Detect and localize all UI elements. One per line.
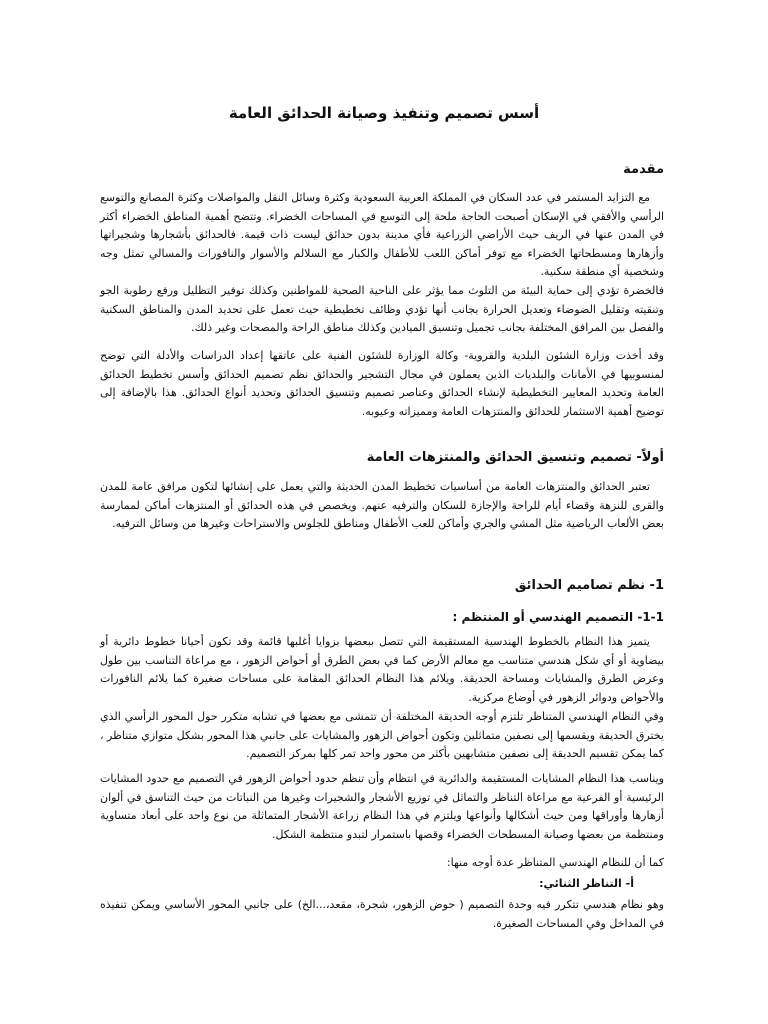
item-a-heading: أ- التناظر الثنائي: [539, 877, 634, 890]
item-a-text: وهو نظام هندسي تتكرر فيه وحدة التصميم ( حوض الزهور، شجرة، مقعد،...الخ) على جانبي المحور الأساسي ويمكن تنفيذه في المداخل وفي المساحات الصغيرة. [100, 898, 664, 930]
section2-paragraph-3: ويناسب هذا النظام المشايات المستقيمة والدائرية في انتظام وأن تنظم حدود أحواض الزهور في التصميم مع حدود المشايات الرئيسية أو الفرعية مع مراعاة التناظر والتماثل في توزيع الأشجار والشجيرات وغيرها من النباتات من حيث التناسق في ألوان أزهارها وأوراقها ومن حيث أشكالها وأنواعها ويلتزم في هذا النظام زراعة الأشجار المتماثلة من نوع واحد على أبعاد متساوية ومنتظمة من بعضها وصيانة المسطحات الخضراء وقصها باستمرار لتبدو منتظمة الشكل. [100, 772, 664, 841]
section1-paragraph-1: تعتبر الحدائق والمنتزهات العامة من أساسيات تخطيط المدن الحديثة والتي يعمل على إنشائها لتكون مرافق عامة للمدن والقرى للنزهة وقضاء أيام للراحة والإجازة للسكان والترفيه عنهم. ويخصص في هذه الحدائق أو المنتزهات أماكن لممارسة بعض الألعاب الرياضية مثل المشي والجري وأماكن للعب الأطفال ومناطق للجلوس والاستراحات وغيرها من وسائل الترفيه. [100, 480, 664, 530]
section2-subheading: 1-1- التصميم الهندسي أو المنتظم : [452, 610, 664, 624]
document-title: أسس تصميم وتنفيذ وصيانة الحدائق العامة [228, 104, 540, 122]
section2-paragraph-1: يتميز هذا النظام بالخطوط الهندسية المستقيمة التي تتصل ببعضها بزوايا أغلبها قائمة وقد تكون أحيانا خطوط دائرية أو بيضاوية أو أي شكل هندسي متناسب مع معالم الأرض كما في بعض الطرق أو أحواض الزهور ، مع مراعاة التناسب بين طول وعرض الطرق والمشايات ومساحة الحديقة. ويلائم هذا النظام الحدائق المقامة على مساحات صغيرة كما يلائم النافورات والأحواض ودوائر الزهور في أوضاع مركزية. [100, 635, 664, 704]
intro-paragraph-1: مع التزايد المستمر في عدد السكان في المملكة العربية السعودية وكثرة وسائل النقل والمواصلات وكثرة المصانع والتوسع الرأسي والأفقي في الإسكان أصبحت الحاجة ملحة إلى التوسع في المساحات الخضراء. وتتضح أهمية المناطق الخضراء أكثر في المدن عنها في الريف حيث الأراضي الزراعية فأي مدينة بدون حدائق ليست ذات قيمة. فالحدائق بأشجارها وشجيراتها وأزهارها ومسطحاتها الخضراء مع توفر أماكن اللعب للأطفال والكبار مع السلالم والأسوار والنافورات والمسالي تمثل وجه وشخصية أي منطقة سكنية. [100, 191, 664, 278]
intro-heading: مقدمة [623, 162, 664, 177]
intro-paragraph-2: فالخضرة تؤدي إلى حماية البيئة من التلوث مما يؤثر على الناحية الصحية للمواطنين وكذلك توفير التظليل ورفع رطوبة الجو وتنقيته وتقليل الضوضاء وتعديل الحرارة بجانب أنها تؤدي وظائف تخطيطية حيث تعمل على تحديد المدن والمناطق السكنية والفصل بين المرافق المختلفة بجانب تجميل وتنسيق الميادين وكذلك مناطق الراحة والمصحات وغير ذلك. [100, 284, 664, 334]
section2-paragraph-2: وفي النظام الهندسي المتناظر تلتزم أوجه الحديقة المختلفة أن تتمشى مع بعضها في تشابه متكرر حول المحور الرأسي الذي يخترق الحديقة ويقسمها إلى نصفين متماثلين وتكون أحواض الزهور والمشايات على جانبي هذا المحور بشكل متوازي متناظر ، كما يمكن تقسيم الحديقة إلى نصفين متشابهين بأكثر من محور واحد تمر كلها بمركز التصميم. [100, 710, 664, 760]
section2-heading: 1- نظم تصاميم الحدائق [514, 578, 664, 593]
intro-paragraph-3: وقد أخذت وزارة الشئون البلدية والقروية- وكالة الوزارة للشئون الفنية على عاتقها إعداد الدراسات والأدلة التي توضح لمنسوبيها في الأمانات والبلديات الذين يعملون في مجال التشجير والحدائق نظم تصميم الحدائق وأسس تخطيط الحدائق العامة وتحديد المعايير التخطيطية لإنشاء الحدائق وعناصر تصميم وتنسيق الحدائق وتحديد أنواع الحدائق. هذا بالإضافة إلى توضيح أهمية الاستثمار للحدائق والمنتزهات العامة ومميزاته وعيوبه. [100, 349, 664, 418]
section1-heading: أولاً- تصميم وتنسيق الحدائق والمنتزهات العامة [366, 450, 664, 465]
section2-paragraph-4: كما أن للنظام الهندسي المتناظر عدة أوجه منها: [446, 856, 664, 869]
